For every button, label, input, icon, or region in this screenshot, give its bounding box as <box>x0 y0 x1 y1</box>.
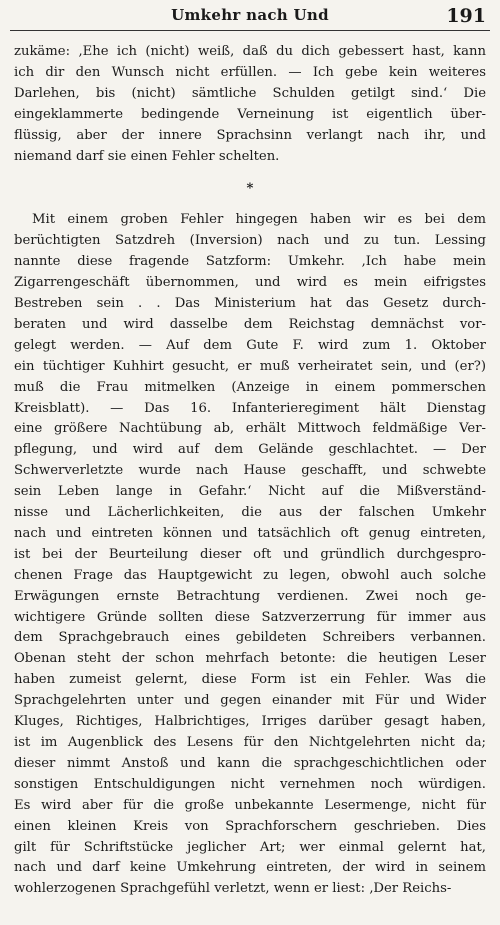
text-line: Kreisblatt). — Das 16. Infanterieregiment hält Dienstag <box>14 400 486 416</box>
text-line: pflegung, und wird auf dem Gelände geschlachtet. — Der <box>14 442 486 458</box>
text-line: chenen Frage das Hauptgewicht zu legen, obwohl auch solche <box>14 567 486 583</box>
text-line: Zigarrengeschäft übernommen, und wird es mein eifrigstes <box>14 275 486 291</box>
text-line: Erwägungen ernste Betrachtung verdienen. Zwei noch ge- <box>14 588 486 604</box>
text-line: nannte diese fragende Satzform: Umkehr. ‚Ich habe mein <box>14 254 486 270</box>
text-line: einen kleinen Kreis von Sprachforschern geschrieben. Dies <box>14 818 486 834</box>
page-header <box>0 6 500 30</box>
text-line: sein Leben lange in Gefahr.‘ Nicht auf die Mißverständ- <box>14 484 486 500</box>
text-line: eingeklammerte bedingende Verneinung ist eigentlich über- <box>14 106 486 122</box>
text-line: sonstigen Entschuldigungen nicht vernehmen noch würdigen. <box>14 776 486 792</box>
text-line: Mit einem groben Fehler hingegen haben wir es bei dem <box>32 212 486 228</box>
text-line: Obenan steht der schon mehrfach betonte: die heutigen Leser <box>14 651 486 667</box>
page-body <box>14 42 486 900</box>
text-line: dieser nimmt Anstoß und kann die sprachgeschichtlichen oder <box>14 755 486 771</box>
text-line: haben zumeist gelernt, diese Form ist ein Fehler. Was die <box>14 672 486 688</box>
running-head: Umkehr nach Und <box>171 6 329 24</box>
text-line: ich dir den Wunsch nicht erfüllen. — Ich gebe kein weiteres <box>14 64 486 80</box>
text-line: wichtigere Gründe sollten diese Satzverzerrung für immer aus <box>14 609 486 625</box>
page-number: 191 <box>446 5 486 27</box>
text-line: Sprachgelehrten unter und gegen einander mit Für und Wider <box>14 693 486 709</box>
text-line: nach und eintreten können und tatsächlich oft genug eintreten, <box>14 525 486 541</box>
text-line: gelegt werden. — Auf dem Gute F. wird zum 1. Oktober <box>14 337 486 353</box>
text-line: beraten und wird dasselbe dem Reichstag demnächst vor- <box>14 316 486 332</box>
text-line: nisse und Lächerlichkeiten, die aus der falschen Umkehr <box>14 505 486 521</box>
text-line: ist im Augenblick des Lesens für den Nichtgelehrten nicht da; <box>14 735 486 750</box>
text-line: ist bei der Beurteilung dieser oft und gründlich durchgespro- <box>14 546 486 562</box>
text-line: Kluges, Richtiges, Halbrichtiges, Irriges darüber gesagt haben, <box>14 714 486 730</box>
text-line: wohlerzogenen Sprachgefühl verletzt, wenn er liest: ‚Der Reichs- <box>14 881 452 897</box>
text-line: Darlehen, bis (nicht) sämtliche Schulden getilgt sind.‘ Die <box>14 85 486 101</box>
paragraph-2 <box>14 210 486 900</box>
text-line: dem Sprachgebrauch eines gebildeten Schreibers verbannen. <box>14 630 486 646</box>
text-line: ein tüchtiger Kuhhirt gesucht, er muß verheiratet sein, und (er?) <box>14 358 486 374</box>
text-line: muß die Frau mitmelken (Anzeige in einem pommerschen <box>14 379 486 395</box>
text-line: gilt für Schriftstücke jeglicher Art; wer einmal gelernt hat, <box>14 839 486 855</box>
text-line: berüchtigten Satzdreh (Inversion) nach und zu tun. Lessing <box>14 233 486 249</box>
header-rule <box>10 30 490 31</box>
text-line: flüssig, aber der innere Sprachsinn verlangt nach ihr, und <box>14 127 486 143</box>
text-line: eine größere Nachtübung ab, erhält Mittwoch feldmäßige Ver- <box>14 421 486 437</box>
text-line: nach und darf keine Umkehrung eintreten, der wird in seinem <box>14 860 486 876</box>
text-line: Schwerverletzte wurde nach Hause geschafft, und schwebte <box>14 463 486 479</box>
text-line: niemand darf sie einen Fehler schelten. <box>14 148 280 164</box>
paragraph-1 <box>14 42 486 167</box>
text-line: Bestreben sein . . Das Ministerium hat das Gesetz durch- <box>14 295 486 311</box>
text-line: zukäme: ‚Ehe ich (nicht) weiß, daß du dich gebessert hast, kann <box>14 44 486 59</box>
text-line: Es wird aber für die große unbekannte Lesermenge, nicht für <box>14 797 486 813</box>
section-separator: * <box>246 181 254 197</box>
